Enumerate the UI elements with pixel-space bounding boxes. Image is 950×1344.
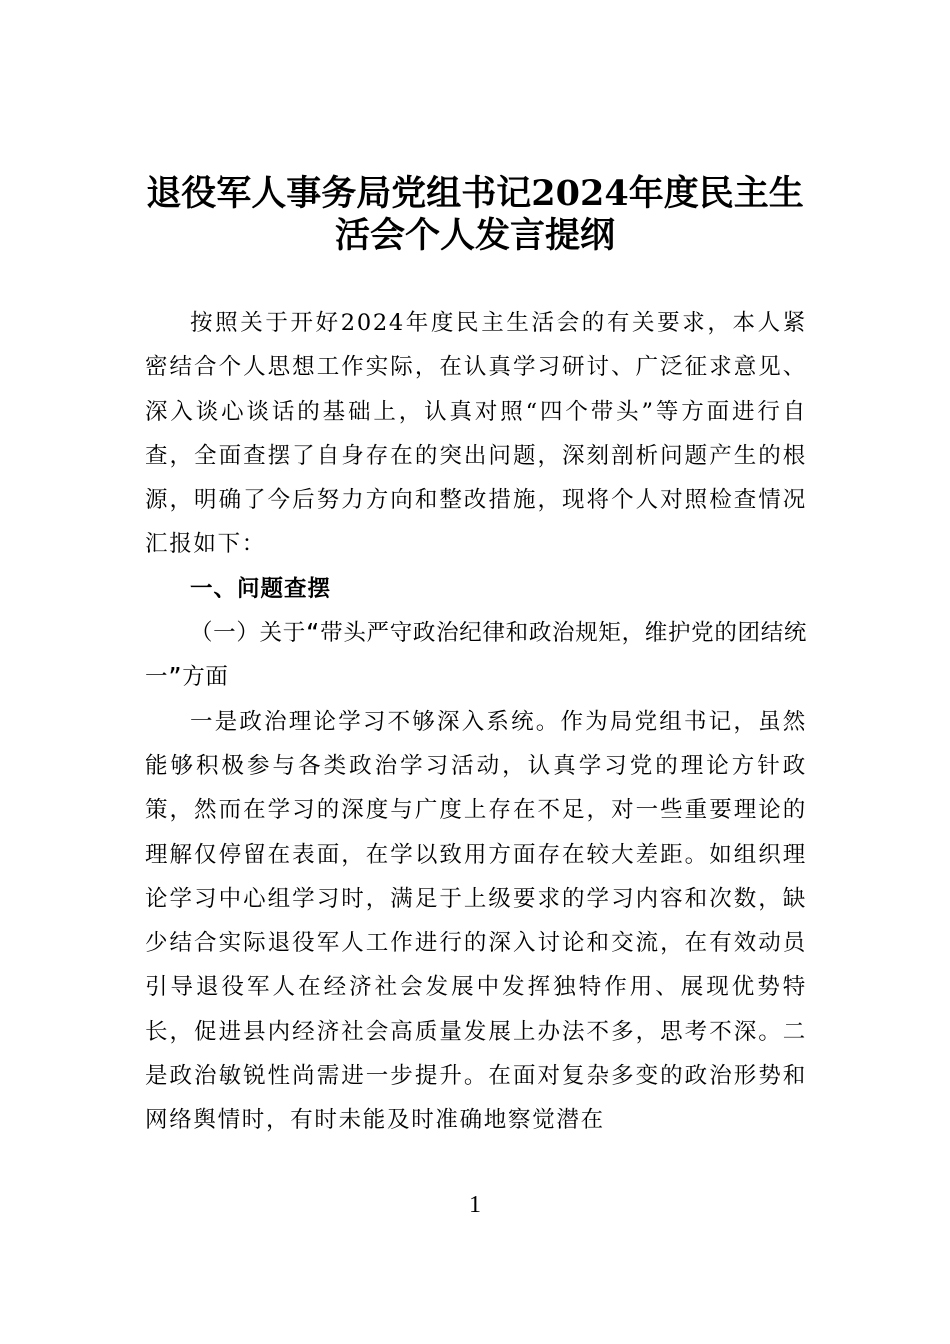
page-number: 1 xyxy=(469,1192,481,1218)
subsection-heading-political-discipline: （一）关于“带头严守政治纪律和政治规矩，维护党的团结统一”方面 xyxy=(145,620,807,691)
body-paragraph: 一是政治理论学习不够深入系统。作为局党组书记，虽然能够积极参与各类政治学习活动，认真学习党的理论方针政策，然而在学习的深度与广度上存在不足，对一些重要理论的理解仅停留在表面，在学以致用方面存在较大差距。如组织理论学习中心组学习时，满足于上级要求的学习内容和次数，缺少结合实际退役军人工作进行的深入讨论和交流，在有效动员引导退役军人在经济社会发展中发挥独特作用、展现优势特长，促进县内经济社会高质量发展上办法不多，思考不深。二是政治敏锐性尚需进一步提升。在面对复杂多变的政治形势和网络舆情时，有时未能及时准确地察觉潜在 xyxy=(145,708,807,1134)
section-heading-problems: 一、问题查摆 xyxy=(190,575,332,602)
document-title-line-1: 退役军人事务局党组书记2024年度民主生 xyxy=(146,173,804,214)
intro-paragraph: 按照关于开好2024年度民主生活会的有关要求，本人紧密结合个人思想工作实际，在认真学习研讨、广泛征求意见、深入谈心谈话的基础上，认真对照“四个带头”等方面进行自查，全面查摆了自身存在的突出问题，深刻剖析问题产生的根源，明确了今后努力方向和整改措施，现将个人对照检查情况汇报如下： xyxy=(145,310,807,558)
document-title-line-2: 活会个人发言提纲 xyxy=(334,215,615,256)
document-body xyxy=(145,301,807,1143)
